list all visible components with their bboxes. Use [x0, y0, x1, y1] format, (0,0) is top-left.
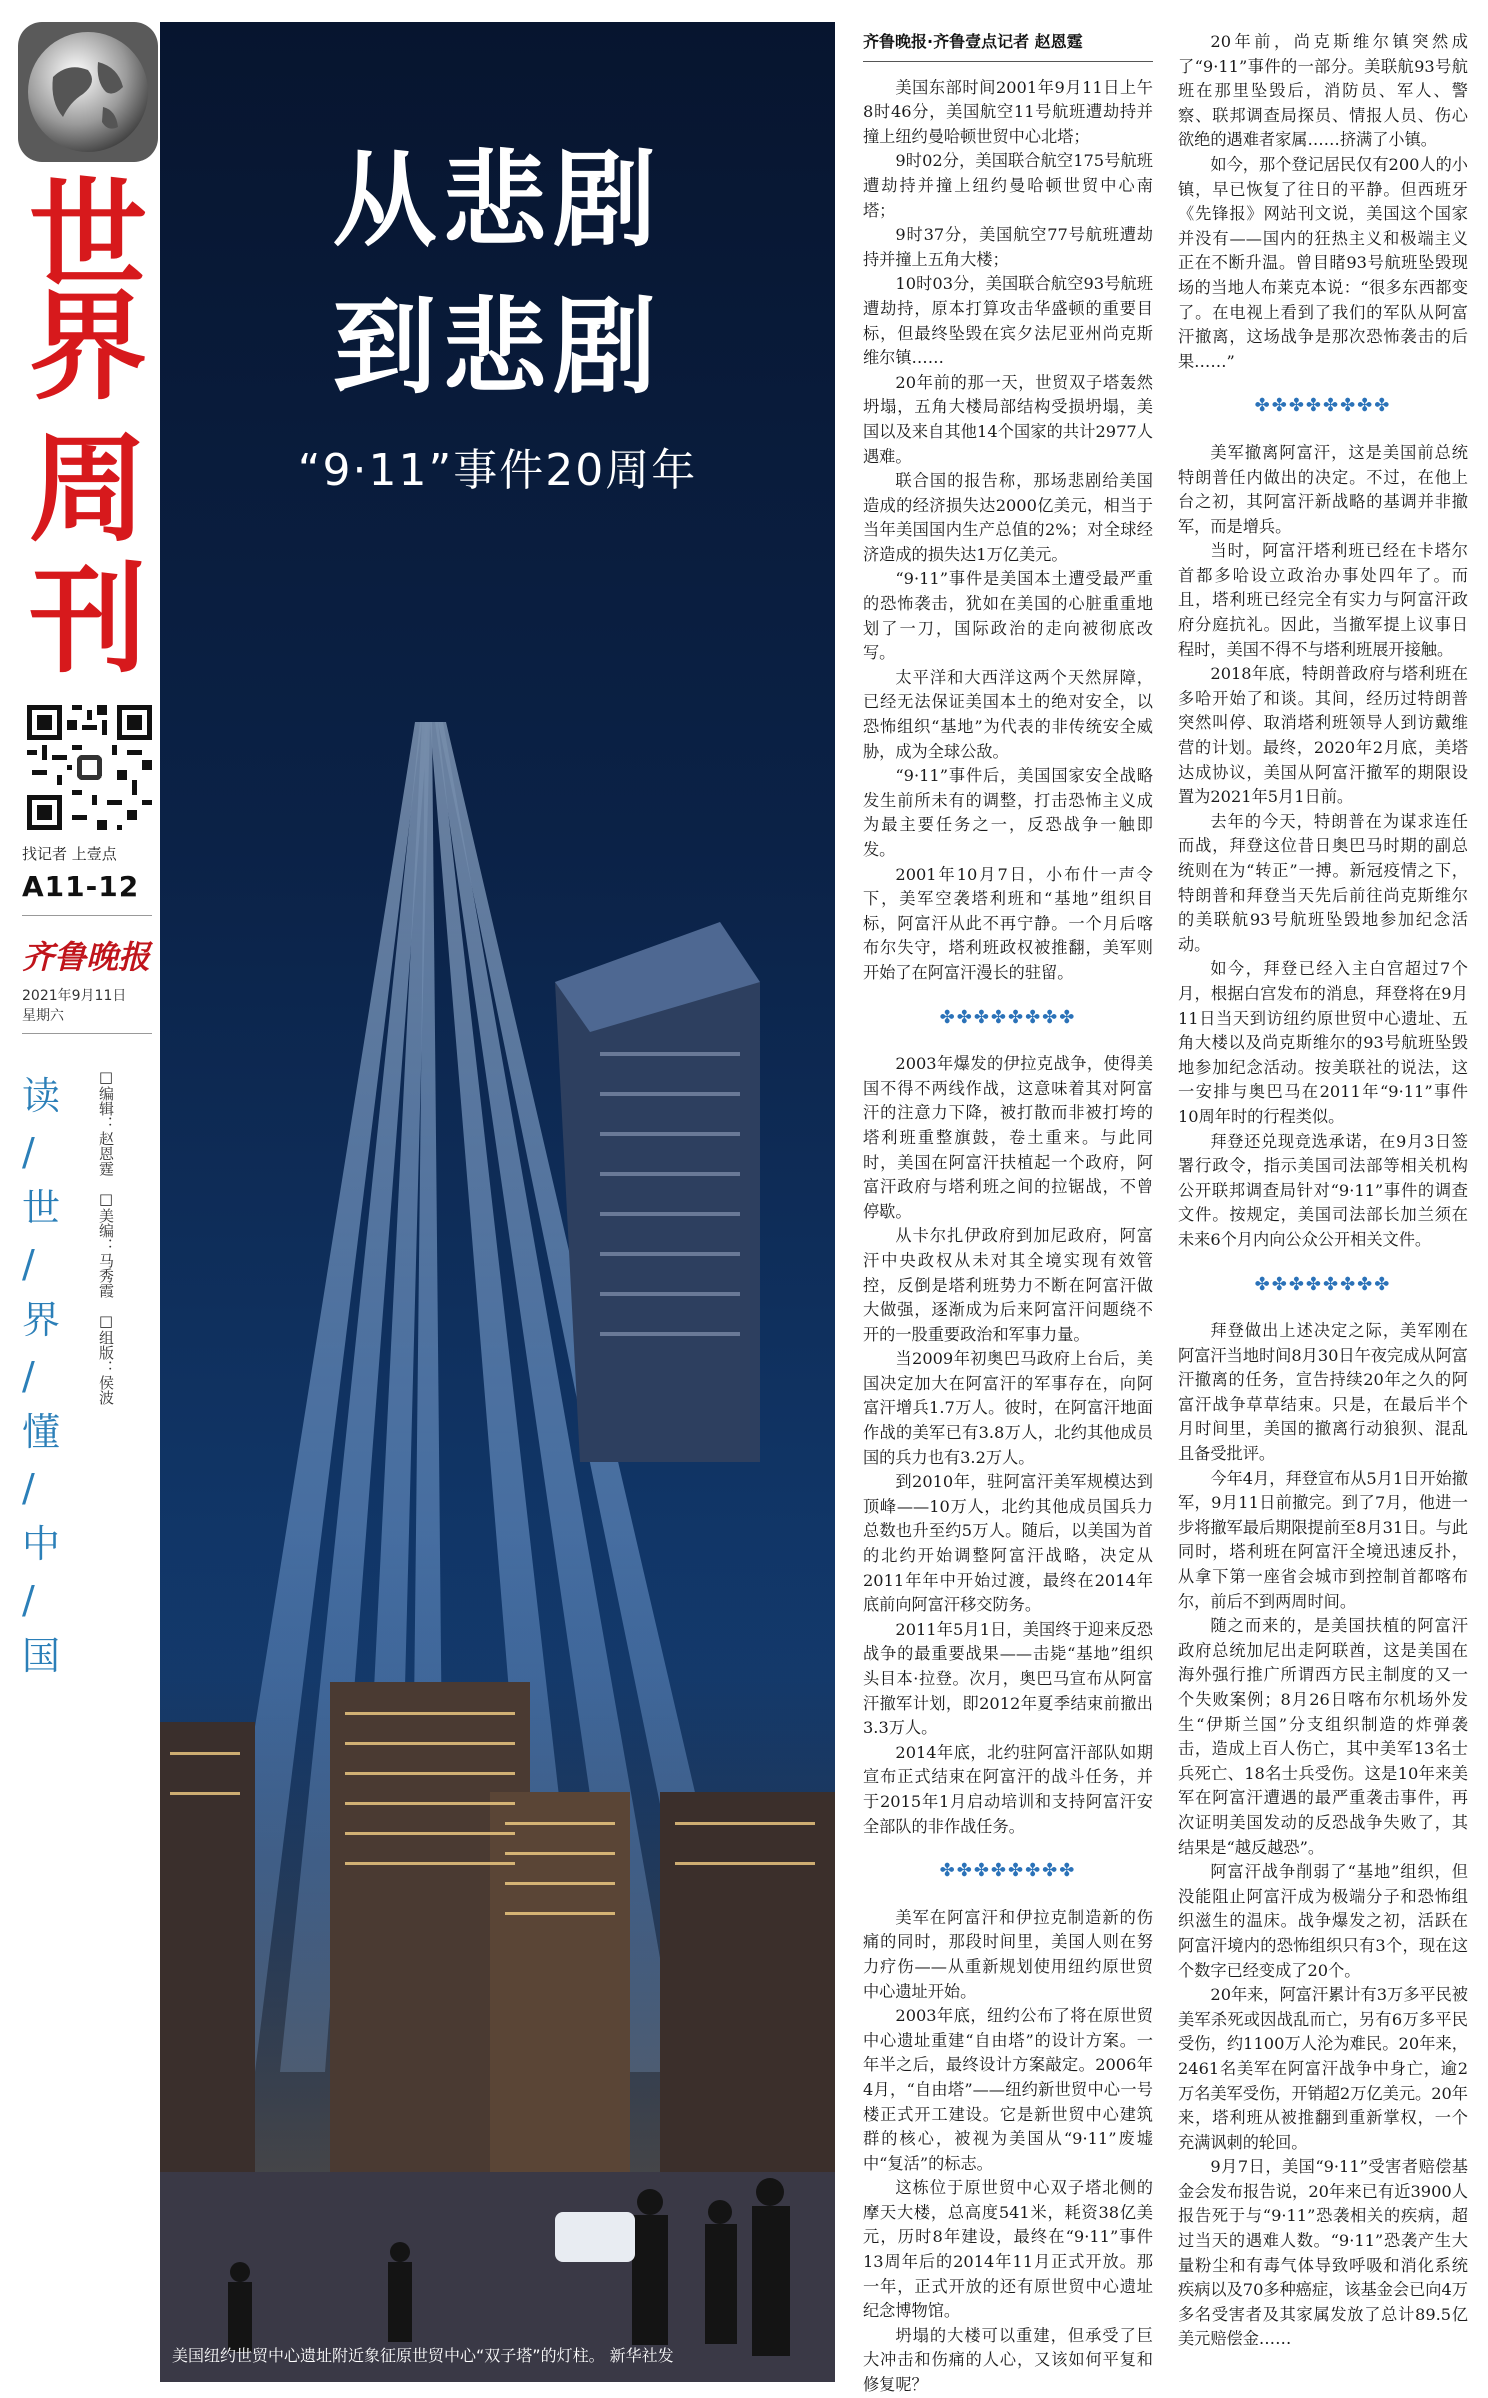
logo-char-4: 刊	[28, 551, 147, 689]
article-paragraph: 9时02分，美国联合航空175号航班遭劫持并撞上纽约曼哈顿世贸中心南塔；	[863, 151, 1153, 220]
editor-credits	[96, 1068, 156, 1419]
article-paragraph: 20年前的那一天，世贸双子塔轰然坍塌，五角大楼局部结构受损坍塌，美国以及来自其他14个国家的共计2977人遇难。	[863, 372, 1153, 466]
article-paragraph: 当时，阿富汗塔利班已经在卡塔尔首都多哈设立政治办事处四年了。而且，塔利班已经完全有实力与阿富汗政府分庭抗礼。因此，当撤军提上议事日程时，美国不得不与塔利班展开接触。	[1178, 541, 1468, 659]
credit-layout: □组版：侯波	[97, 1312, 115, 1405]
article-paragraph: 当2009年初奥巴马政府上台后，美国决定加大在阿富汗的军事存在，向阿富汗增兵1.7万人。彼时，在阿富汗地面作战的美军已有3.8万人，北约其他成员国的兵力也有3.2万人。	[863, 1349, 1153, 1467]
article-paragraph: 拜登做出上述决定之际，美军刚在阿富汗当地时间8月30日午夜完成从阿富汗撤离的任务，宣告持续20年之久的阿富汗战争草草结束。只是，在最后半个月时间里，美国的撤离行动狼狈、混乱且备受批评。	[1178, 1321, 1468, 1464]
logo-char-3: 周	[28, 420, 147, 558]
byline: 齐鲁晚报·齐鲁壹点记者 赵恩霆	[863, 30, 1153, 62]
slogan	[22, 1068, 62, 1684]
section-separator: ✤✤✤✤✤✤✤✤	[1254, 1273, 1392, 1295]
issue-weekday: 星期六	[22, 1008, 64, 1024]
credit-editor: □编辑：赵恩霆	[97, 1068, 115, 1176]
article-paragraph: 从卡尔扎伊政府到加尼政府，阿富汗中央政权从未对其全境实现有效管控，反倒是塔利班势力不断在阿富汗做大做强，逐渐成为后来阿富汗问题绕不开的一股重要政治和军事力量。	[863, 1226, 1153, 1344]
slogan-char: 国	[22, 1634, 61, 1678]
article-paragraph: 2003年底，纽约公布了将在原世贸中心遗址重建“自由塔”的设计方案。一年半之后，最终设计方案敲定。2006年4月，“自由塔”——纽约新世贸中心一号楼正式开工建设。它是新世贸中心建筑群的核心，被视为美国从“9·11”废墟中“复活”的标志。	[863, 2006, 1153, 2173]
section-separator: ✤✤✤✤✤✤✤✤	[939, 1860, 1077, 1882]
article-paragraph: 联合国的报告称，那场悲剧给美国造成的经济损失达2000亿美元，相当于当年美国国内生产总值的2%；对全球经济造成的损失达1万亿美元。	[863, 471, 1153, 564]
article-paragraph: 2001年10月7日，小布什一声令下，美军空袭塔利班和“基地”组织目标，阿富汗从此不再宁静。一个月后喀布尔失守，塔利班政权被推翻，美军则开始了在阿富汗漫长的驻留。	[863, 864, 1153, 982]
divider	[22, 1033, 152, 1034]
article-paragraph: 美军撤离阿富汗，这是美国前总统特朗普任内做出的决定。不过，在他上台之初，其阿富汗新战略的基调并非撤军，而是增兵。	[1178, 442, 1468, 536]
page-number: A11-12	[22, 870, 140, 903]
article-paragraph: 今年4月，拜登宣布从5月1日开始撤军，9月11日前撤完。到了7月，他进一步将撤军最后期限提前至8月31日。与此同时，塔利班在阿富汗全境迅速反扑，从拿下第一座省会城市到控制首都喀布尔，前后不到两周时间。	[1178, 1468, 1468, 1611]
qr-caption: 找记者 上壹点	[22, 845, 117, 863]
article-paragraph: 2018年底，特朗普政府与塔利班在多哈开始了和谈。其间，经历过特朗普突然叫停、取消塔利班领导人到访戴维营的计划。最终，2020年2月底，美塔达成协议，美国从阿富汗撤军的期限设置为2021年5月1日前。	[1178, 664, 1468, 807]
article-paragraph: 如今，拜登已经入主白宫超过7个月，根据白宫发布的消息，拜登将在9月11日当天到访纽约原世贸中心遗址、五角大楼以及尚克斯维尔的93号航班坠毁地参加纪念活动。按美联社的说法，这一安排与奥巴马在2011年“9·11”事件10周年时的行程类似。	[1178, 959, 1468, 1126]
slogan-slash: /	[22, 1242, 35, 1286]
article-paragraph: 20年来，阿富汗累计有3万多平民被美军杀死或因战乱而亡，另有6万多平民受伤，约1100万人沦为难民。20年来，2461名美军在阿富汗战争中身亡，逾2万名美军受伤，开销超2万亿美元。20年来，塔利班从被推翻到重新掌权，一个充满讽刺的轮回。	[1178, 1985, 1468, 2152]
article-paragraph: 10时03分，美国联合航空93号航班遭劫持，原本打算攻击华盛顿的重要目标，但最终坠毁在宾夕法尼亚州尚克斯维尔镇……	[863, 274, 1153, 368]
article-paragraph: “9·11”事件后，美国国家安全战略发生前所未有的调整，打击恐怖主义成为最主要任务之一，反恐战争一触即发。	[863, 766, 1153, 859]
article-paragraph: 20年前，尚克斯维尔镇突然成了“9·11”事件的一部分。美联航93号航班在那里坠毁后，消防员、军人、警察、联邦调查局探员、情报人员、伤心欲绝的遇难者家属……挤满了小镇。	[1178, 32, 1468, 150]
article-column-1	[863, 30, 1153, 2398]
article-paragraph: 这栋位于原世贸中心双子塔北侧的摩天大楼，总高度541米，耗资38亿美元，历时8年建设，最终在“9·11”事件13周年后的2014年11月正式开放。那一年，正式开放的还有原世贸中心遗址纪念博物馆。	[863, 2178, 1153, 2321]
article-paragraph: 2011年5月1日，美国终于迎来反恐战争的最重要战果——击毙“基地”组织头目本·拉登。次月，奥巴马宣布从阿富汗撤军计划，即2012年夏季结束前撤出3.3万人。	[863, 1619, 1153, 1738]
newspaper-name: 齐鲁晚报	[22, 938, 151, 976]
slogan-slash: /	[22, 1578, 35, 1622]
headline-line-2: 到悲剧	[332, 286, 663, 408]
divider	[22, 915, 152, 916]
article-paragraph: 美国东部时间2001年9月11日上午8时46分，美国航空11号航班遭劫持并撞上纽约曼哈顿世贸中心北塔；	[863, 77, 1153, 146]
slogan-slash: /	[22, 1466, 35, 1510]
cover-photo	[160, 22, 835, 2382]
article-paragraph: 拜登还兑现竞选承诺，在9月3日签署行政令，指示美国司法部等相关机构公开联邦调查局针对“9·11”事件的调查文件。按规定，美国司法部长加兰须在未来6个月内向公众公开相关文件。	[1178, 1131, 1468, 1249]
headline-line-1: 从悲剧	[332, 139, 663, 261]
section-separator: ✤✤✤✤✤✤✤✤	[1254, 395, 1392, 417]
article-paragraph: 9月7日，美国“9·11”受害者赔偿基金会发布报告说，20年来已有近3900人报告死于与“9·11”恐袭相关的疾病，超过当天的遇难人数。“9·11”恐袭产生大量粉尘和有毒气体导致呼吸和消化系统疾病以及70多种癌症，该基金会已向4万多名受害者及其家属发放了总计89.5亿美元赔偿金……	[1178, 2157, 1468, 2349]
slogan-char: 世	[22, 1186, 61, 1230]
article-paragraph: 去年的今天，特朗普在为谋求连任而战，拜登这位昔日奥巴马时期的副总统则在为“转正”一搏。新冠疫情之下，特朗普和拜登当天先后前往尚克斯维尔的美联航93号航班坠毁地参加纪念活动。	[1178, 811, 1468, 954]
slogan-char: 中	[22, 1522, 61, 1566]
logo-char-2: 界	[28, 278, 147, 416]
credit-designer: □美编：马秀霞	[97, 1190, 115, 1298]
article-paragraph: 2014年底，北约驻阿富汗部队如期宣布正式结束在阿富汗的战斗任务，并于2015年1月启动培训和支持阿富汗安全部队的非作战任务。	[863, 1742, 1153, 1836]
globe-icon	[18, 22, 158, 162]
slogan-char: 界	[22, 1298, 61, 1342]
article-paragraph: 太平洋和大西洋这两个天然屏障，已经无法保证美国本土的绝对安全，以恐怖组织“基地”为代表的非传统安全威胁，成为全球公敌。	[863, 667, 1153, 761]
article-paragraph: “9·11”事件是美国本土遭受最严重的恐怖袭击，犹如在美国的心脏重重地划了一刀，国际政治的走向被彻底改写。	[863, 569, 1153, 663]
article-paragraph: 坍塌的大楼可以重建，但承受了巨大冲击和伤痛的人心，又该如何平复和修复呢？	[863, 2325, 1153, 2395]
issue-date: 2021年9月11日	[22, 988, 127, 1004]
article-paragraph: 如今，那个登记居民仅有200人的小镇，早已恢复了往日的平静。但西班牙《先锋报》网站刊文说，美国这个国家并没有——国内的狂热主义和极端主义正在不断升温。曾目睹93号航班坠毁现场的当地人布莱克本说：“很多东西都变了。在电视上看到了我们的军队从阿富汗撤离，这场战争是那次恐怖袭击的后果……”	[1178, 154, 1468, 371]
article-paragraph: 美军在阿富汗和伊拉克制造新的伤痛的同时，那段时间里，美国人则在努力疗伤——从重新规划使用纽约原世贸中心遗址开始。	[863, 1907, 1153, 2001]
article-paragraph: 阿富汗战争削弱了“基地”组织，但没能阻止阿富汗成为极端分子和恐怖组织滋生的温床。战争爆发之初，活跃在阿富汗境内的恐怖组织只有3个，现在这个数字已经变成了20个。	[1178, 1862, 1468, 1980]
slogan-char: 读	[22, 1074, 61, 1118]
photo-caption: 美国纽约世贸中心遗址附近象征原世贸中心“双子塔”的灯柱。 新华社发	[172, 2346, 674, 2365]
article-paragraph: 到2010年，驻阿富汗美军规模达到顶峰——10万人，北约其他成员国兵力总数也升至约5万人。随后，以美国为首的北约开始调整阿富汗战略，决定从2011年年中开始过渡，最终在2014年底前向阿富汗移交防务。	[863, 1472, 1153, 1615]
subheadline: “9·11”事件20周年	[297, 445, 698, 496]
slogan-slash: /	[22, 1354, 35, 1398]
section-separator: ✤✤✤✤✤✤✤✤	[939, 1006, 1077, 1028]
slogan-char: 懂	[22, 1410, 61, 1454]
logo-char-1: 世	[28, 166, 147, 304]
article-column-2	[1178, 30, 1468, 2352]
slogan-slash: /	[22, 1130, 35, 1174]
article-paragraph: 随之而来的，是美国扶植的阿富汗政府总统加尼出走阿联酋，这是美国在海外强行推广所谓西方民主制度的又一个失败案例；8月26日喀布尔机场外发生“伊斯兰国”分支组织制造的炸弹袭击，造成上百人伤亡，其中美军13名士兵死亡、18名士兵受伤。这是10年来美军在阿富汗遭遇的最严重袭击事件，再次证明美国发动的反恐战争失败了，其结果是“越反越恐”。	[1178, 1616, 1468, 1857]
masthead	[0, 0, 160, 2395]
article-paragraph: 2003年爆发的伊拉克战争，使得美国不得不两线作战，这意味着其对阿富汗的注意力下降，被打散而非被打垮的塔利班重整旗鼓，卷土重来。与此同时，美国在阿富汗扶植起一个政府，阿富汗政府与塔利班之间的拉锯战，不曾停歇。	[863, 1054, 1153, 1221]
article-paragraph: 9时37分，美国航空77号航班遭劫持并撞上五角大楼；	[863, 225, 1153, 269]
qr-code-icon[interactable]	[22, 700, 157, 835]
